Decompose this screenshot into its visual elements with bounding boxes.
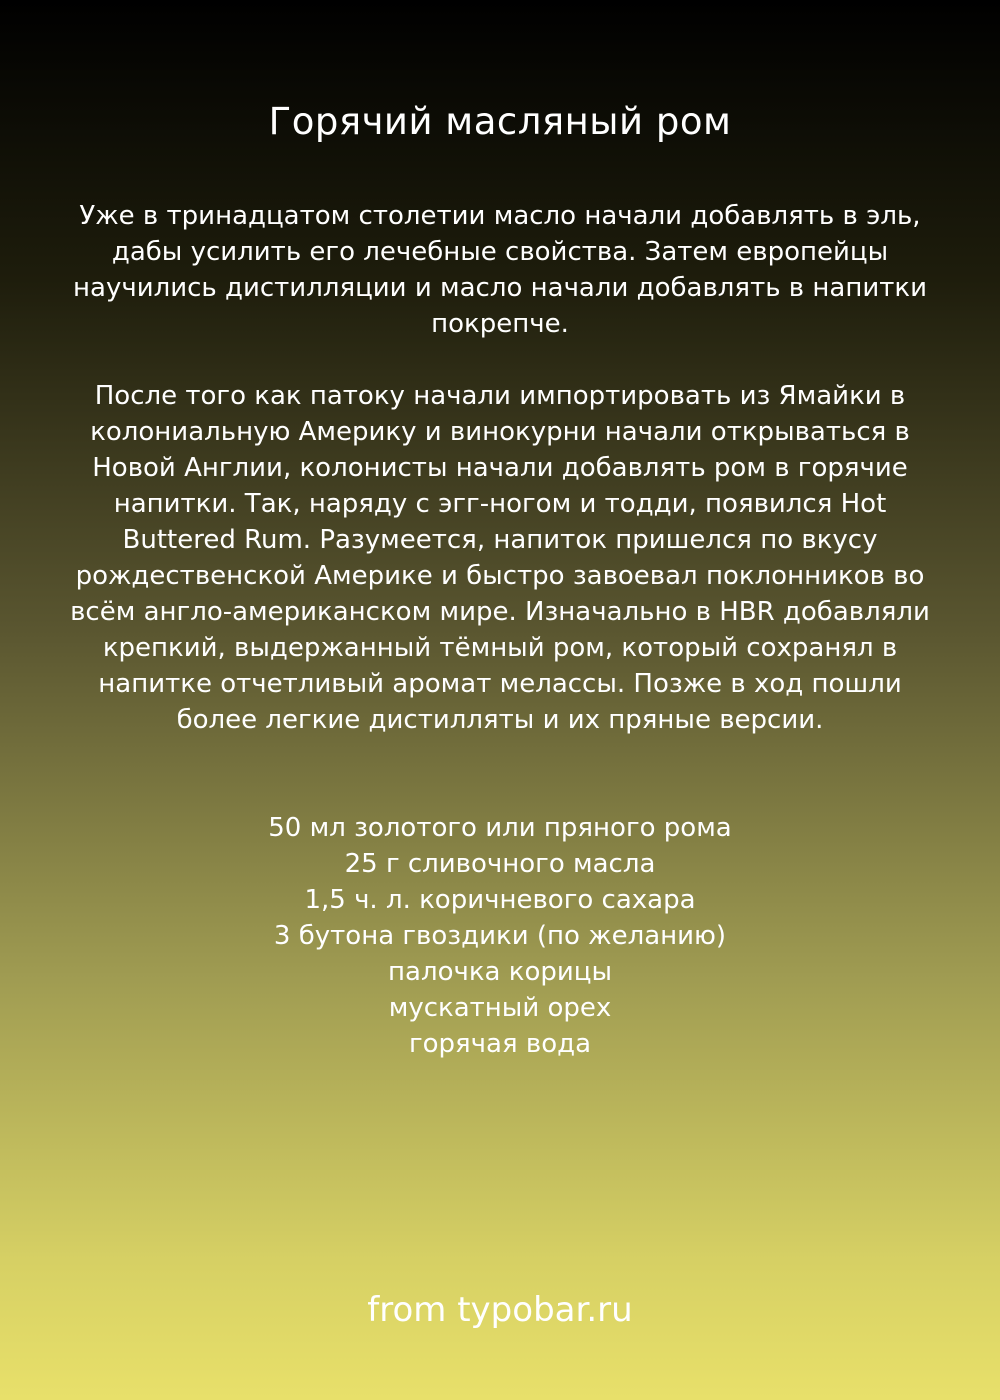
- ingredient-item: 50 мл золотого или пряного рома: [268, 813, 732, 843]
- ingredient-item: палочка корицы: [388, 957, 612, 987]
- ingredient-item: 1,5 ч. л. коричневого сахара: [304, 885, 696, 915]
- ingredient-item: 3 бутона гвоздики (по желанию): [273, 921, 727, 951]
- recipe-title: Горячий масляный ром: [268, 100, 732, 143]
- ingredients-list: [0, 810, 1000, 1062]
- source-credit: from typobar.ru: [367, 1290, 633, 1330]
- recipe-description: [60, 198, 940, 774]
- paragraph-history-2: После того как патоку начали импортировать из Ямайки в колониальную Америку и винокурни начали открываться в Новой Англии, колонисты начали добавлять ром в горячие напитки. Так, наряду с эгг-ногом и тодди, появился Hot Buttered Rum. Разумеется, напиток пришелся по вкусу рождественской Америке и быстро завоевал поклонников во всём англо-американском мире. Изначально в HBR добавляли крепкий, выдержанный тёмный ром, который сохранял в напитке отчетливый аромат мелассы. Позже в ход пошли более легкие дистилляты и их пряные версии.: [70, 381, 930, 735]
- ingredient-item: горячая вода: [408, 1029, 592, 1059]
- ingredient-item: 25 г сливочного масла: [344, 849, 656, 879]
- paragraph-history-1: Уже в тринадцатом столетии масло начали добавлять в эль, дабы усилить его лечебные свойства. Затем европейцы научились дистилляции и масло начали добавлять в напитки покрепче.: [73, 201, 927, 339]
- ingredient-item: мускатный орех: [388, 993, 612, 1023]
